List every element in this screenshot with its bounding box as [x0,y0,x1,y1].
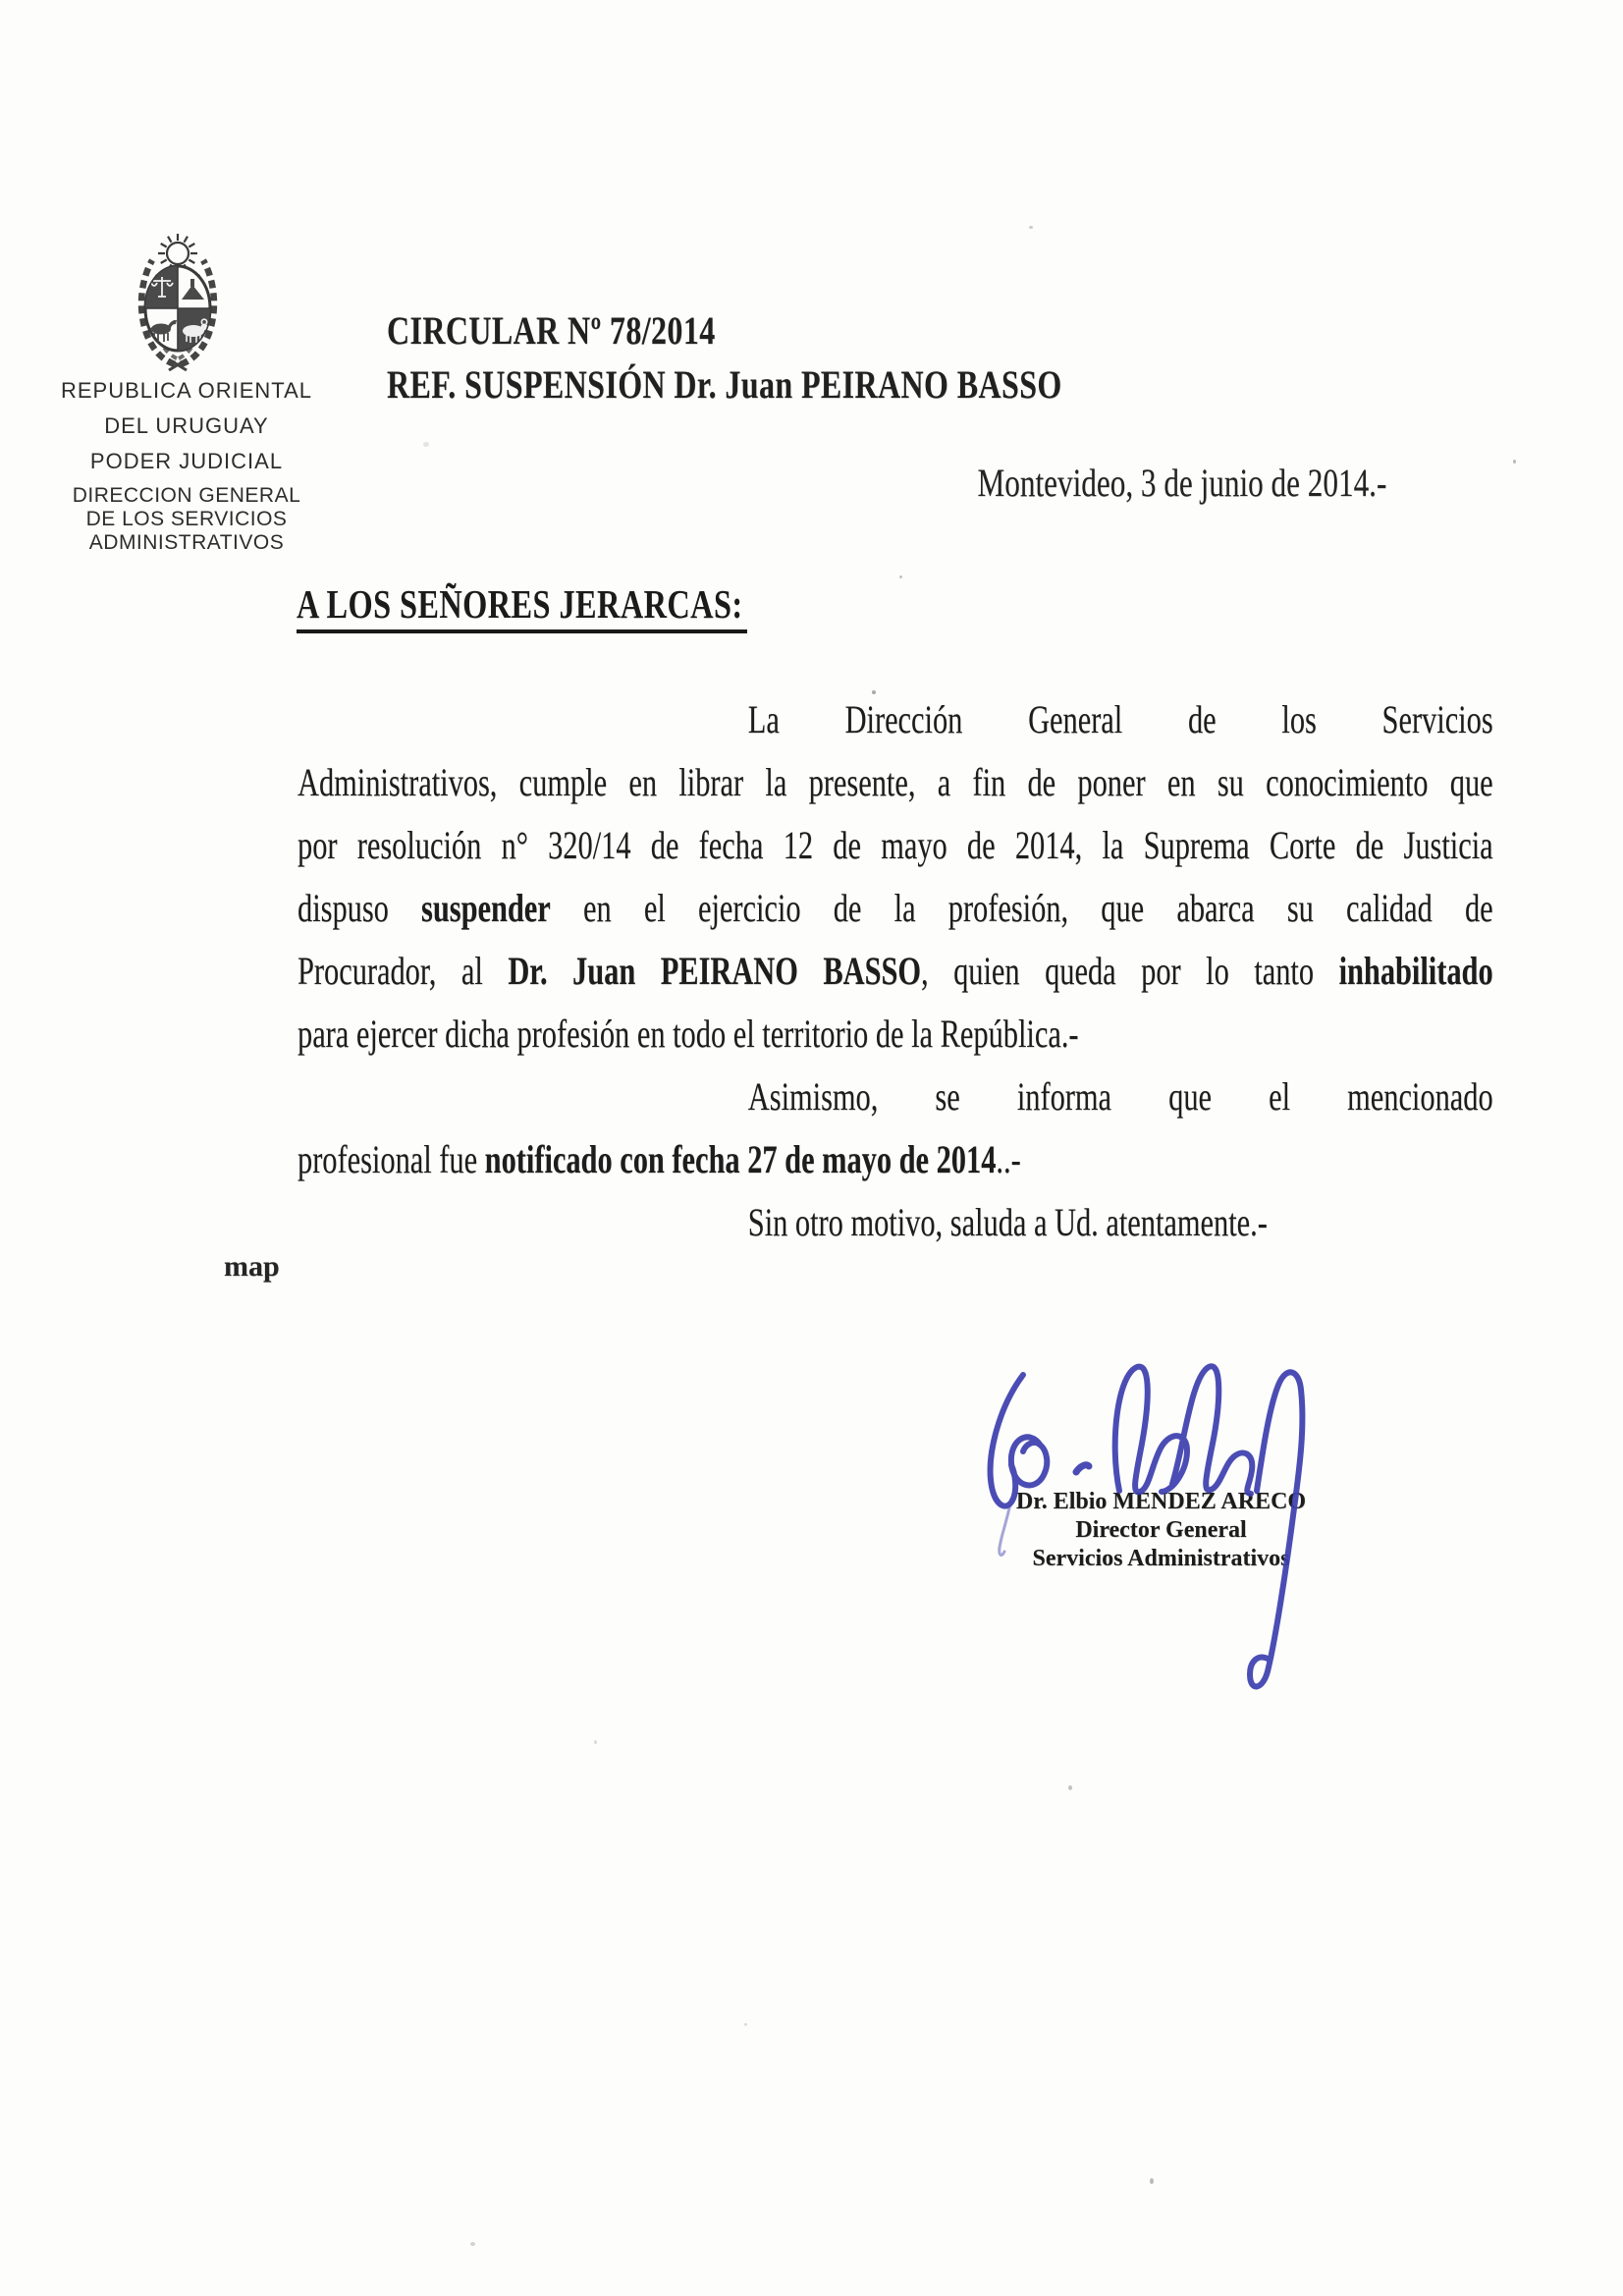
letter-body [298,688,1493,1254]
body-line [298,751,1493,814]
scan-speck [1150,2178,1154,2184]
salutation [297,581,867,633]
scan-speck [1068,1785,1072,1790]
scan-speck [594,1740,597,1744]
reference-line: REF. SUSPENSIÓN Dr. Juan PEIRANO BASSO [387,362,1062,407]
scan-speck [872,690,876,694]
body-line [298,1191,1493,1254]
uruguay-coat-of-arms-icon [126,226,230,371]
body-line [298,814,1493,877]
body-text-segment: Asimismo, se informa que el mencionado [747,1074,1493,1119]
body-text-segment: ..- [996,1137,1021,1181]
org-line: DIRECCION GENERAL [72,484,301,507]
body-text-segment: dispuso [298,886,422,930]
body-line [298,1128,1493,1191]
signer-name: Dr. Elbio MENDEZ ARECO [1015,1489,1307,1514]
body-text-segment: Sin otro motivo, saluda a Ud. atentamente.- [747,1200,1268,1244]
signer-title: Director General [1075,1517,1247,1543]
org-line: PODER JUDICIAL [89,449,284,473]
org-name-block [37,373,336,555]
scan-speck [899,575,902,578]
dateline: Montevideo, 3 de junio de 2014.- [977,461,1386,505]
body-text-segment: Administrativos, cumple en librar la presente, a fin de poner en su conocimiento que [298,760,1493,804]
body-text-segment: La Dirección General de los Servicios [747,697,1493,741]
scan-speck [423,442,429,447]
body-text-segment: suspender [421,886,551,930]
scan-speck [470,2242,475,2246]
body-text-segment: notificado con fecha 27 de mayo de 2014 [484,1137,997,1181]
body-line [298,1066,1493,1128]
typist-initials: map [224,1250,280,1283]
body-text-segment: en el ejercicio de la profesión, que abarca su calidad de [550,886,1493,930]
body-text-segment: Dr. Juan PEIRANO BASSO [508,949,922,993]
body-text-segment: Procurador, al [298,949,509,993]
salutation-text: A LOS SEÑORES JERARCAS: [297,581,747,633]
body-text-segment: , quien queda por lo tanto [921,949,1339,993]
body-text-segment: por resolución n° 320/14 de fecha 12 de mayo de 2014, la Suprema Corte de Justicia [298,823,1493,867]
scan-speck [744,2023,747,2026]
org-line: DE LOS SERVICIOS [85,508,288,530]
signer-office: Servicios Administrativos [1032,1546,1290,1571]
scan-speck [1513,460,1516,464]
body-text-segment: profesional fue [298,1137,485,1181]
handwritten-signature-ink [962,1326,1335,1719]
body-line [298,1003,1493,1066]
org-line: DEL URUGUAY [104,413,269,438]
circular-number: CIRCULAR Nº 78/2014 [387,308,716,353]
body-text-segment: para ejercer dicha profesión en todo el territorio de la República.- [298,1011,1079,1056]
scan-speck [1029,226,1033,229]
body-line [298,688,1493,751]
body-line [298,940,1493,1003]
body-text-segment: inhabilitado [1338,949,1493,993]
org-line: REPUBLICA ORIENTAL [61,378,312,403]
body-line [298,877,1493,940]
org-line: ADMINISTRATIVOS [88,531,285,554]
